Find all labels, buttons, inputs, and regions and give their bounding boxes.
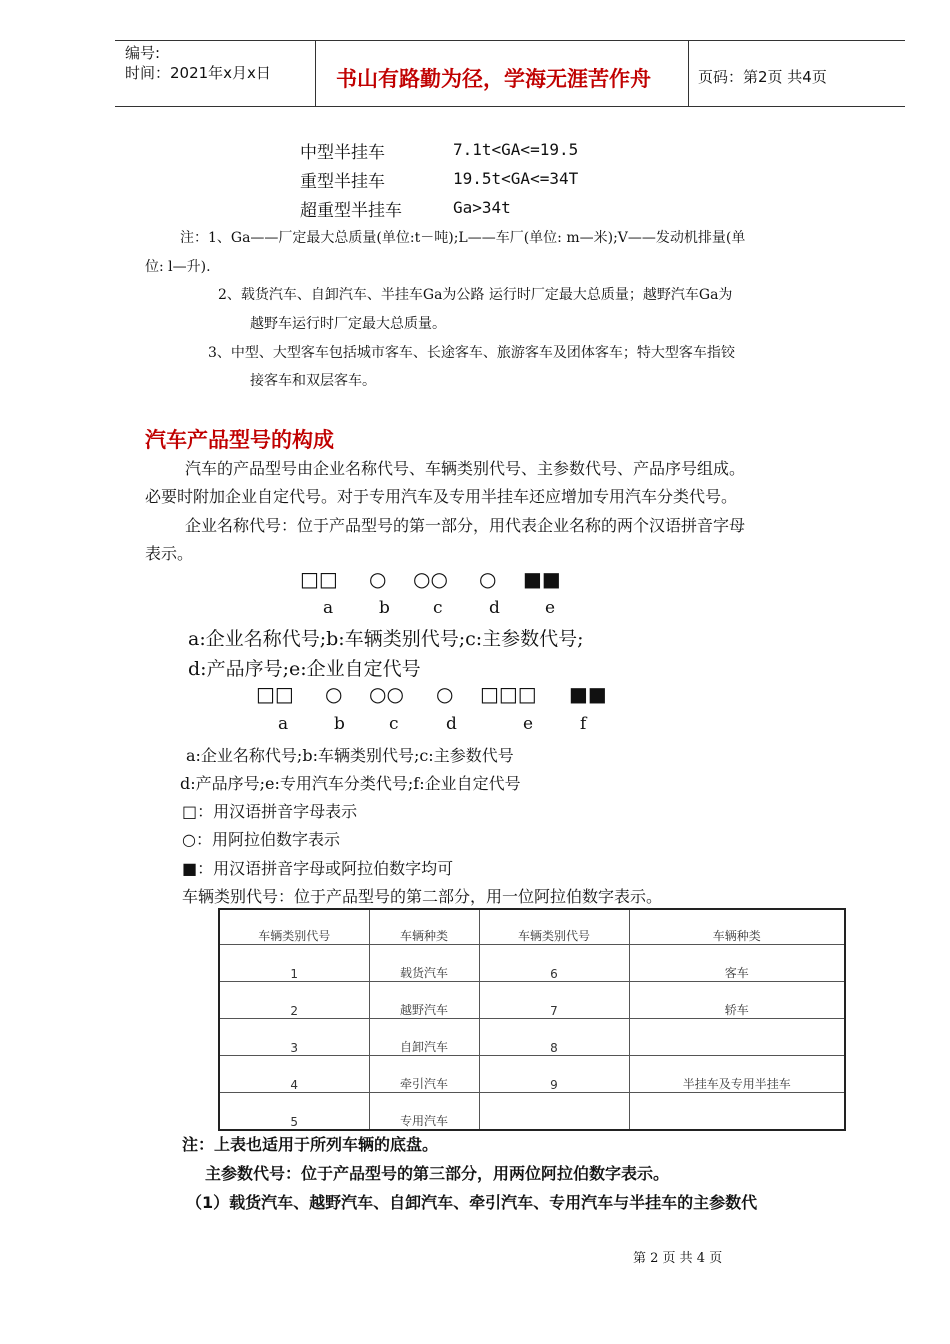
table-cell: 7 [479, 982, 629, 1019]
note-1-line-1: 注：1、Ga——厂定最大总质量(单位:t－吨);L——车厂(单位: m—米);V——发动机排量(单 [180, 230, 746, 246]
table-cell: 客车 [629, 945, 845, 982]
legend-square: □：用汉语拼音字母表示 [182, 802, 358, 821]
table-row [219, 945, 845, 982]
legend-filled: ■：用汉语拼音字母或阿拉伯数字均可 [182, 859, 454, 878]
scheme1-symbol: ■■ [523, 567, 561, 591]
table-row [219, 982, 845, 1019]
table-cell: 1 [219, 945, 369, 982]
class-name: 中型半挂车 [300, 143, 385, 163]
scheme2-symbol: ○ [436, 682, 454, 706]
scheme2-letter: b [334, 714, 345, 734]
scheme2-desc-line-2: d:产品序号;e:专用汽车分类代号;f:企业自定代号 [180, 774, 521, 793]
header-page-info: 页码：第2页 共4页 [698, 68, 827, 86]
scheme2-letter: a [278, 714, 289, 734]
table-cell: 5 [219, 1093, 369, 1131]
scheme1-letter: c [433, 598, 443, 618]
table-row [219, 1056, 845, 1093]
scheme1-symbol: □□ [300, 567, 338, 591]
table-header-cell: 车辆类别代号 [219, 909, 369, 945]
table-cell: 2 [219, 982, 369, 1019]
table-header-cell: 车辆类别代号 [479, 909, 629, 945]
table-cell: 轿车 [629, 982, 845, 1019]
note-2-line-2: 越野车运行时厂定最大总质量。 [250, 316, 446, 332]
paragraph-2-line-2: 表示。 [145, 544, 194, 563]
scheme1-letter: d [489, 598, 500, 618]
table-note: 注：上表也适用于所列车辆的底盘。 [182, 1135, 439, 1154]
scheme2-letter: e [523, 714, 534, 734]
table-cell: 3 [219, 1019, 369, 1056]
table-cell: 9 [479, 1056, 629, 1093]
class-range: 7.1t<GA<=19.5 [453, 140, 579, 159]
vehicle-category-table [218, 908, 846, 1131]
scheme1-symbol: ○ [479, 567, 497, 591]
table-cell: 载货汽车 [369, 945, 479, 982]
table-header-cell: 车辆种类 [629, 909, 845, 945]
note-3-line-2: 接客车和双层客车。 [250, 373, 376, 389]
paragraph-1-line-1: 汽车的产品型号由企业名称代号、车辆类别代号、主参数代号、产品序号组成。 [185, 459, 746, 478]
header-motto: 书山有路勤为径，学海无涯苦作舟 [336, 67, 651, 91]
table-row [219, 1093, 845, 1131]
class-name: 超重型半挂车 [300, 201, 402, 221]
paragraph-1-line-2: 必要时附加企业自定代号。对于专用汽车及专用半挂车还应增加专用汽车分类代号。 [145, 487, 738, 506]
table-header-row [219, 909, 845, 945]
scheme2-letter: d [446, 714, 457, 734]
main-param-intro: 主参数代号：位于产品型号的第三部分，用两位阿拉伯数字表示。 [205, 1164, 670, 1183]
header-divider-left [315, 40, 316, 106]
scheme2-symbol: ■■ [569, 682, 607, 706]
legend-circle: ○：用阿拉伯数字表示 [182, 830, 340, 849]
note-1-line-2: 位: l—升). [145, 259, 211, 275]
table-cell: 专用汽车 [369, 1093, 479, 1131]
table-cell [629, 1019, 845, 1056]
scheme1-letter: a [323, 598, 334, 618]
table-cell [629, 1093, 845, 1131]
table-cell [479, 1093, 629, 1131]
class-range: 19.5t<GA<=34T [453, 169, 579, 188]
header-time: 时间：2021年x月x日 [125, 64, 271, 82]
scheme2-letter: f [580, 714, 587, 734]
scheme1-symbol: ○ [369, 567, 387, 591]
scheme1-symbol: ○○ [413, 567, 448, 591]
class-name: 重型半挂车 [300, 172, 385, 192]
page-footer: 第 2 页 共 4 页 [633, 1251, 723, 1266]
header-top-rule [115, 40, 905, 41]
header-code-label: 编号: [125, 44, 161, 62]
note-2-line-1: 2、载货汽车、自卸汽车、半挂车Ga为公路 运行时厂定最大总质量；越野汽车Ga为 [218, 287, 733, 303]
section-title: 汽车产品型号的构成 [145, 428, 334, 452]
scheme2-desc-line-1: a:企业名称代号;b:车辆类别代号;c:主参数代号 [186, 746, 514, 765]
table-cell: 8 [479, 1019, 629, 1056]
table-header-cell: 车辆种类 [369, 909, 479, 945]
table-cell: 6 [479, 945, 629, 982]
header-divider-right [688, 40, 689, 106]
note-3-line-1: 3、中型、大型客车包括城市客车、长途客车、旅游客车及团体客车；特大型客车指铰 [208, 345, 735, 361]
scheme1-desc-line-1: a:企业名称代号;b:车辆类别代号;c:主参数代号; [188, 628, 584, 650]
scheme2-symbol: ○○ [369, 682, 404, 706]
table-cell: 4 [219, 1056, 369, 1093]
item-1: （1）载货汽车、越野汽车、自卸汽车、牵引汽车、专用汽车与半挂车的主参数代 [186, 1193, 758, 1212]
scheme1-letter: e [545, 598, 556, 618]
table-cell: 自卸汽车 [369, 1019, 479, 1056]
table-cell: 越野汽车 [369, 982, 479, 1019]
scheme2-letter: c [389, 714, 399, 734]
scheme1-desc-line-2: d:产品序号;e:企业自定代号 [188, 658, 421, 680]
scheme2-symbol: ○ [325, 682, 343, 706]
table-cell: 牵引汽车 [369, 1056, 479, 1093]
scheme1-letter: b [379, 598, 390, 618]
scheme2-symbol: □□□ [480, 682, 537, 706]
class-range: Ga>34t [453, 198, 511, 217]
table-row [219, 1019, 845, 1056]
paragraph-2-line-1: 企业名称代号：位于产品型号的第一部分，用代表企业名称的两个汉语拼音字母 [185, 516, 746, 535]
header-bottom-rule [115, 106, 905, 107]
scheme2-symbol: □□ [256, 682, 294, 706]
table-cell: 半挂车及专用半挂车 [629, 1056, 845, 1093]
category-intro: 车辆类别代号：位于产品型号的第二部分，用一位阿拉伯数字表示。 [182, 887, 663, 906]
